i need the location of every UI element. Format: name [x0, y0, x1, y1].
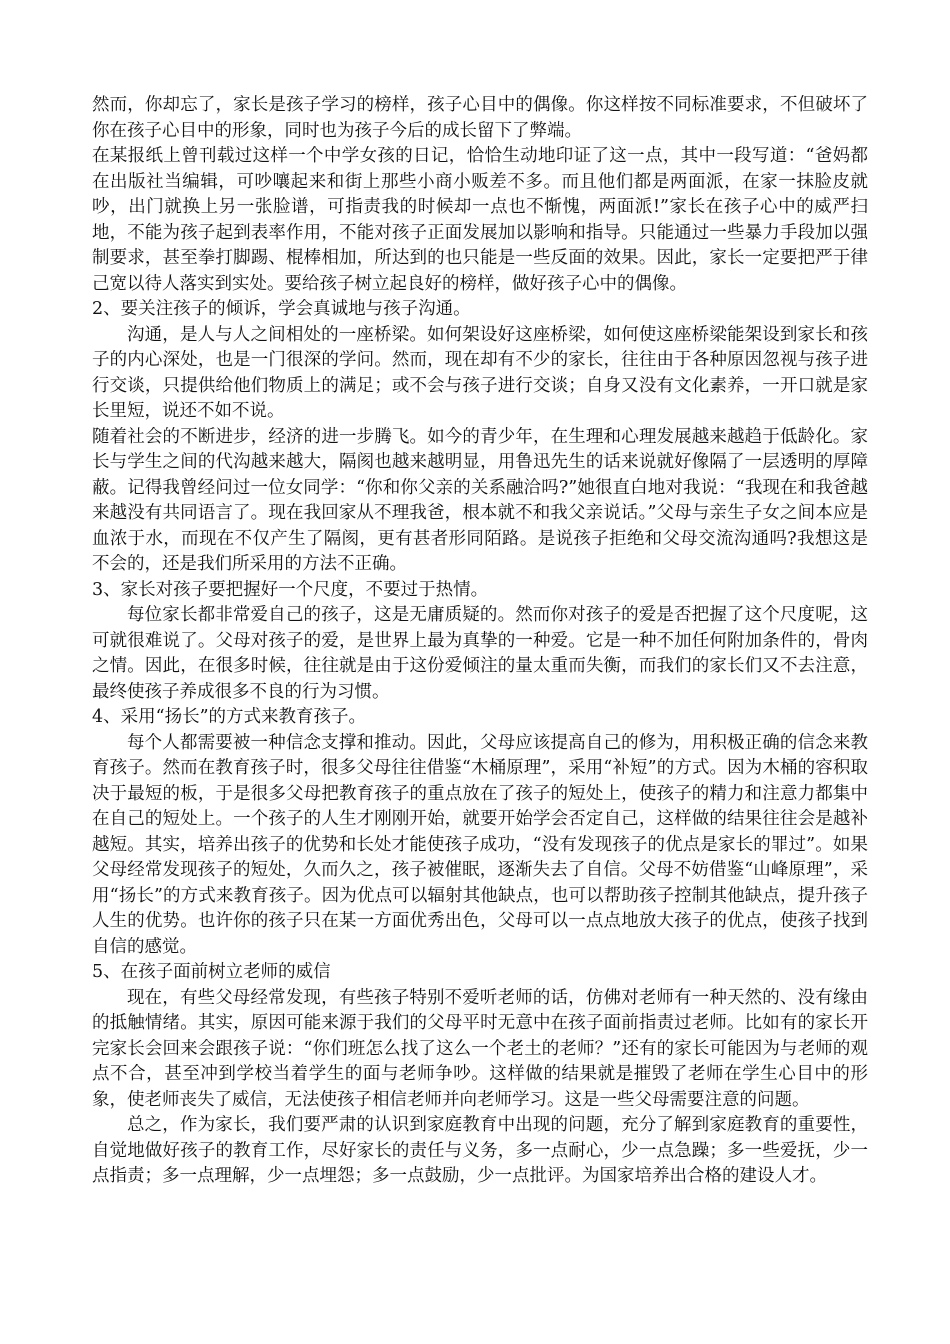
paragraph-strengths: 每个人都需要被一种信念支撑和推动。因此，父母应该提高自己的修为，用积极正确的信念来教育孩子。然而在教育孩子时，很多父母往往借鉴“木桶原理”，采用“补短”的方式。因为木桶的容积取决于最短的板，于是很多父母把教育孩子的重点放在了孩子的短处上，使孩子的精力和注意力都集中在自己的短处上。一个孩子的人生才刚刚开始，就要开始学会否定自己，这样做的结果往往会是越补越短。其实，培养出孩子的优势和长处才能使孩子成功，“没有发现孩子的优点是家长的罪过”。如果父母经常发现孩子的短处，久而久之，孩子被催眠，逐渐失去了自信。父母不妨借鉴“山峰原理”，采用“扬长”的方式来教育孩子。因为优点可以辐射其他缺点，也可以帮助孩子控制其他缺点，提升孩子人生的优势。也许你的孩子只在某一方面优秀出色，父母可以一点点地放大孩子的优点，使孩子找到自信的感觉。 [92, 732, 868, 957]
section-heading-3: 3、家长对孩子要把握好一个尺度，不要过于热情。 [92, 579, 489, 600]
paragraph-teacher-authority: 现在，有些父母经常发现，有些孩子特别不爱听老师的话，仿佛对老师有一种天然的、没有缘由的抵触情绪。其实，原因可能来源于我们的父母平时无意中在孩子面前指责过老师。比如有的家长开完家长会回来会跟孩子说：“你们班怎么找了这么一个老土的老师？”还有的家长可能因为与老师的观点不合，甚至冲到学校当着学生的面与老师争吵。这样做的结果就是摧毁了老师在学生心目中的形象，使老师丧失了威信，无法使孩子相信老师并向老师学习。这是一些父母需要注意的问题。 [92, 987, 868, 1110]
paragraph-generation-gap: 随着社会的不断进步，经济的进一步腾飞。如今的青少年，在生理和心理发展越来越趋于低龄化。家长与学生之间的代沟越来越大，隔阂也越来越明显，用鲁迅先生的话来说就好像隔了一层透明的厚障蔽。记得我曾经问过一位女同学：“你和你父亲的关系融洽吗?”她很直白地对我说：“我现在和我爸越来越没有共同语言了。现在我回家从不理我爸，根本就不和我父亲说话。”父母与亲生子女之间本应是血浓于水，而现在不仅产生了隔阂，更有甚者形同陌路。是说孩子拒绝和父母交流沟通吗?我想这是不会的，还是我们所采用的方法不正确。 [92, 426, 868, 574]
paragraph-measure-of-love: 每位家长都非常爱自己的孩子，这是无庸质疑的。然而你对孩子的爱是否把握了这个尺度呢，这可就很难说了。父母对孩子的爱，是世界上最为真挚的一种爱。它是一种不加任何附加条件的，骨肉之情。因此，在很多时候，往往就是由于这份爱倾注的量太重而失衡，而我们的家长们又不去注意，最终使孩子养成很多不良的行为习惯。 [92, 605, 868, 702]
section-heading-5: 5、在孩子面前树立老师的威信 [92, 962, 331, 982]
document-body [92, 93, 868, 1190]
paragraph-communication: 沟通，是人与人之间相处的一座桥梁。如何架设好这座桥梁，如何使这座桥梁能架设到家长和孩子的内心深处，也是一门很深的学问。然而，现在却有不少的家长，往往由于各种原因忽视与孩子进行交谈，只提供给他们物质上的满足；或不会与孩子进行交谈；自身又没有文化素养，一开口就是家长里短，说还不如不说。 [92, 324, 868, 421]
paragraph-diary-example: 在某报纸上曾刊载过这样一个中学女孩的日记，恰恰生动地印证了这一点，其中一段写道：“爸妈都在出版社当编辑，可吵嚷起来和街上那些小商小贩差不多。而且他们都是两面派，在家一抹脸皮就吵，出门就换上另一张脸谱，可指责我的时候却一点也不惭愧，两面派!”家长在孩子心中的威严扫地，不能为孩子起到表率作用，不能对孩子正面发展加以影响和指导。只能通过一些暴力手段加以强制要求，甚至拳打脚踢、棍棒相加，所达到的也只能是一些反面的效果。因此，家长一定要把严于律己宽以待人落实到实处。要给孩子树立起良好的榜样，做好孩子心中的偶像。 [92, 146, 868, 294]
section-heading-2: 2、要关注孩子的倾诉，学会真诚地与孩子沟通。 [92, 299, 471, 319]
paragraph-role-model: 然而，你却忘了，家长是孩子学习的榜样，孩子心目中的偶像。你这样按不同标准要求，不但破坏了你在孩子心目中的形象，同时也为孩子今后的成长留下了弊端。 [92, 95, 868, 141]
section-heading-4: 4、采用“扬长”的方式来教育孩子。 [92, 707, 367, 727]
paragraph-conclusion: 总之，作为家长，我们要严肃的认识到家庭教育中出现的问题，充分了解到家庭教育的重要性，自觉地做好孩子的教育工作，尽好家长的责任与义务，多一点耐心，少一点急躁；多一些爱抚，少一点指责；多一点理解，少一点埋怨；多一点鼓励，少一点批评。为国家培养出合格的建设人才。 [92, 1115, 868, 1186]
